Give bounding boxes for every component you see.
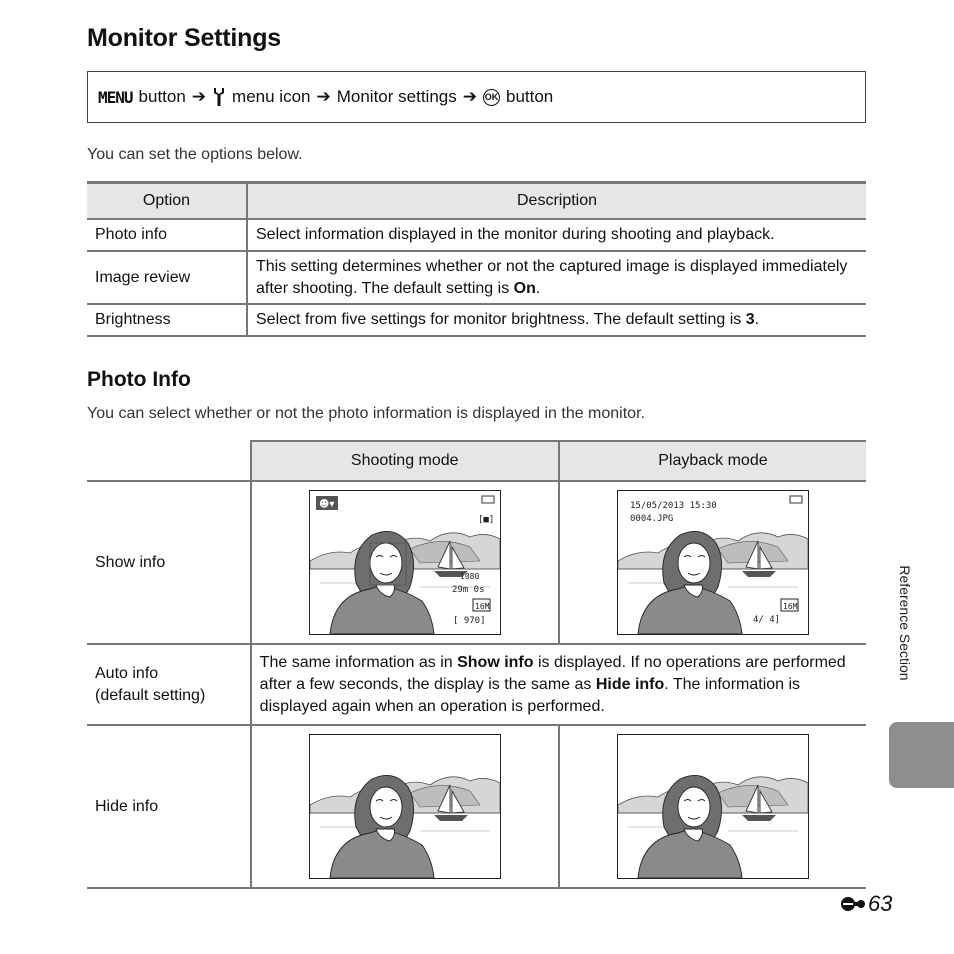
photo-info-header-row (87, 441, 866, 481)
path-ok-button-label: button (505, 87, 554, 106)
photo-info-table (87, 440, 866, 889)
auto-info-label (87, 644, 251, 725)
shooting-hide-info-screen (309, 734, 501, 879)
playback-screen-cell (559, 725, 866, 888)
arrow-right-icon: ➔ (462, 87, 477, 106)
auto-text-1: The same information as in (259, 653, 458, 671)
wrench-icon (212, 87, 226, 107)
arrow-right-icon: ➔ (316, 87, 331, 106)
movie-time-remaining: 29m 0s (451, 585, 485, 595)
reference-section-icon (840, 894, 866, 914)
auto-text-3: . The information is displayed again when an operation is performed. (259, 675, 801, 715)
playback-show-info-screen (617, 490, 809, 635)
hide-info-row (87, 725, 866, 888)
menu-path-box (87, 71, 866, 123)
playback-hide-info-screen (617, 734, 809, 879)
auto-info-label-line2: (default setting) (95, 686, 206, 704)
option-column-header: Option (87, 183, 247, 220)
ok-button-icon: OK (483, 89, 500, 106)
file-name: 0004.JPG (629, 514, 674, 524)
playback-screen-cell (559, 481, 866, 644)
auto-info-label-line1: Auto info (95, 664, 159, 682)
auto-info-description (251, 644, 866, 725)
option-cell: Photo info (87, 219, 247, 251)
description-default-value: 3 (745, 311, 755, 328)
auto-info-row (87, 644, 866, 725)
description-cell (247, 304, 866, 336)
option-cell: Image review (87, 251, 247, 304)
menu-button-icon: MENU (98, 87, 133, 107)
options-intro: You can set the options below. (87, 146, 303, 163)
date-time-stamp: 15/05/2013 15:30 (629, 501, 717, 511)
image-counter: 4/ 4] (752, 615, 780, 625)
resolution-text: 16M (474, 602, 490, 611)
photo-info-intro: You can select whether or not the photo information is displayed in the monitor. (87, 405, 645, 422)
table-row (87, 304, 866, 336)
path-button-label: button (138, 87, 186, 106)
table-row (87, 251, 866, 304)
shooting-screen-cell (251, 481, 559, 644)
af-indicator: 1080 (459, 572, 480, 581)
description-cell: Select information displayed in the monitor during shooting and playback. (247, 219, 866, 251)
arrow-right-icon: ➔ (191, 87, 207, 106)
hide-info-ref: Hide info (595, 675, 665, 693)
description-text-end: . (535, 279, 541, 297)
description-column-header: Description (247, 183, 866, 220)
show-info-row (87, 481, 866, 644)
auto-text-2: is displayed. If no operations are performed after a few seconds, the display is the same as (259, 653, 846, 693)
section-tab (889, 722, 954, 788)
options-header-row (87, 183, 866, 220)
page-title: Monitor Settings (87, 24, 282, 52)
page-number-text: 63 (868, 891, 893, 916)
resolution-text: 16M (782, 602, 798, 611)
page-number (840, 891, 892, 917)
show-info-ref: Show info (457, 653, 534, 671)
description-text-end: . (754, 311, 760, 328)
section-side-label: Reference Section (897, 565, 913, 681)
photo-info-heading: Photo Info (87, 368, 191, 391)
playback-mode-header: Playback mode (559, 441, 866, 481)
hide-info-label: Hide info (87, 725, 251, 888)
show-info-label: Show info (87, 481, 251, 644)
description-cell (247, 251, 866, 304)
zoom-indicator: [■] (477, 515, 495, 525)
shooting-screen-cell (251, 725, 559, 888)
option-cell: Brightness (87, 304, 247, 336)
description-default-value: On (513, 279, 536, 297)
table-row (87, 219, 866, 251)
path-monitor-settings-label: Monitor settings (336, 87, 457, 106)
scene-mode-text: ☻▾ (318, 499, 335, 510)
options-table (87, 181, 866, 337)
exposures-remaining: [ 970] (452, 616, 486, 626)
path-menu-icon-label: menu icon (232, 87, 311, 106)
shooting-show-info-screen (309, 490, 501, 635)
description-text: Select from five settings for monitor brightness. The default setting is (256, 311, 746, 328)
shooting-mode-header: Shooting mode (251, 441, 559, 481)
blank-header-cell (87, 441, 251, 481)
description-text: This setting determines whether or not the captured image is displayed immediately after shooting. The default setting is (256, 257, 848, 297)
